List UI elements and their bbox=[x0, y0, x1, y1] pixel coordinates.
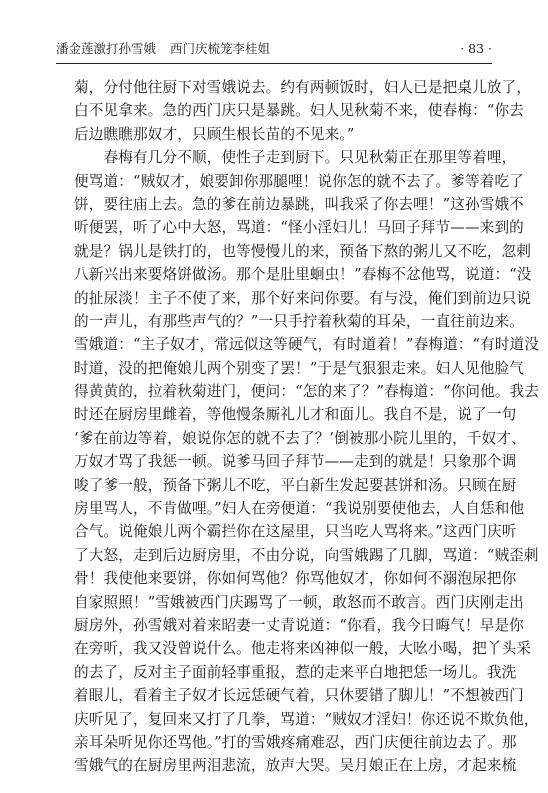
text-line: 的去了，反对主子面前轻事重报，惹的走来平白地把恁一场儿。我洗 bbox=[74, 663, 517, 681]
text-line: 春梅有几分不顺，使性子走到厨下。只见秋菊正在那里等着哩， bbox=[74, 149, 517, 167]
text-line: 听便罢，听了心中大怒，骂道：“怪小淫妇儿！马回子拜节——来到的 bbox=[74, 219, 524, 237]
text-line: 的一声儿，有那些声气的？”一只手拧着秋菊的耳朵，一直往前边来。 bbox=[74, 312, 524, 330]
text-line: 白不见拿来。急的西门庆只是暴跳。妇人见秋菊不来，使春梅：“你去 bbox=[74, 102, 524, 120]
text-line: 自家照照！”雪娥被西门庆踢骂了一顿，敢怒而不敢言。西门庆刚走出 bbox=[74, 593, 524, 611]
text-line: 在旁听，我又没曾说什么。他走将来凶神似一般，大吆小喝，把丫头采 bbox=[74, 640, 532, 658]
text-line: 便骂道：“贼奴才，娘要卸你那腿哩！说你怎的就不去了。爹等着吃了 bbox=[74, 172, 524, 190]
text-line: 庆听见了，复回来又打了几拳，骂道：“贼奴才淫妇！你还说不欺负他， bbox=[74, 710, 539, 728]
text-line: 时还在厨房里雌着，等他慢条厮礼儿才和面儿。我自不是，说了一句 bbox=[74, 406, 517, 424]
text-line: 万奴才骂了我惩一顿。说爹马回子拜节——走到的就是！只象那个调 bbox=[74, 453, 517, 471]
body-text bbox=[74, 76, 540, 778]
text-line: 菊，分付他往厨下对雪娥说去。约有两顿饭时，妇人已是把桌儿放了， bbox=[74, 79, 532, 96]
text-line: 雪娥气的在厨房里两泪悲流，放声大哭。吴月娘正在上房，才起来梳 bbox=[74, 757, 517, 775]
text-line: 饼，要往庙上去。急的爹在前边暴跳，叫我采了你去哩！”这孙雪娥不 bbox=[74, 195, 524, 213]
chapter-heading bbox=[56, 40, 270, 58]
chapter-subtitle: 西门庆梳笼李桂姐 bbox=[170, 41, 271, 56]
text-line: 房里骂人，不肯做哩。”妇人在旁便道：“我说别要使他去，人自恁和他 bbox=[74, 500, 525, 518]
text-line: 着眼儿，看着主子奴才长远恁硬气着，只休要错了脚儿！”不想被西门 bbox=[74, 687, 524, 705]
text-line: 得黄黄的，拉着秋菊进门，便问：“怎的来了？”春梅道：“你问他。我去 bbox=[74, 383, 540, 401]
text-line: 的扯尿淡！主子不使了来，那个好来问你要。有与没，俺们到前边只说 bbox=[74, 289, 532, 307]
header-rule bbox=[56, 63, 492, 64]
text-line: 唆了爹一般，预备下粥儿不吃，平白新生发起要甚饼和汤。只顾在厨 bbox=[74, 476, 517, 494]
running-header bbox=[56, 40, 492, 58]
text-line: ‘爹在前边等着，娘说你怎的就不去了？’倒被那小院儿里的，千奴才、 bbox=[74, 429, 526, 447]
text-line: 雪娥道：“主子奴才，常远似这等硬气，有时道着！”春梅道：“有时道没 bbox=[74, 336, 540, 354]
text-line: 厨房外，孙雪娥对着来昭妻一丈青说道：“你看，我今日晦气！早是你 bbox=[74, 616, 524, 634]
chapter-title: 潘金莲激打孙雪娥 bbox=[56, 41, 157, 56]
text-line: 合气。说俺娘儿两个霸拦你在这屋里，只当吃人骂将来。”这西门庆听 bbox=[74, 523, 517, 541]
text-line: 骨！我使他来要饼，你如何骂他？你骂他奴才，你如何不溺泡尿把你 bbox=[74, 570, 517, 588]
page-number: · 83 · bbox=[460, 41, 492, 56]
text-line: 时道，没的把俺娘儿两个别变了罢！”于是气狠狠走来。妇人见他脸气 bbox=[74, 359, 524, 377]
text-line: 后边瞧瞧那奴才，只顾生根长苗的不见来。” bbox=[74, 125, 355, 143]
text-line: 了大怒，走到后边厨房里，不由分说，向雪娥踢了几脚，骂道：“贼歪刺 bbox=[74, 546, 539, 564]
text-line: 八新兴出来要烙饼做汤。那个是肚里蛔虫！”春梅不忿他骂，说道：“没 bbox=[74, 266, 532, 284]
text-line: 就是？锅儿是铁打的，也等慢慢儿的来，预备下熬的粥儿又不吃，忽剌 bbox=[74, 242, 532, 260]
text-line: 亲耳朵听见你还骂他。”打的雪娥疼痛难忍，西门庆便往前边去了。那 bbox=[74, 733, 517, 751]
